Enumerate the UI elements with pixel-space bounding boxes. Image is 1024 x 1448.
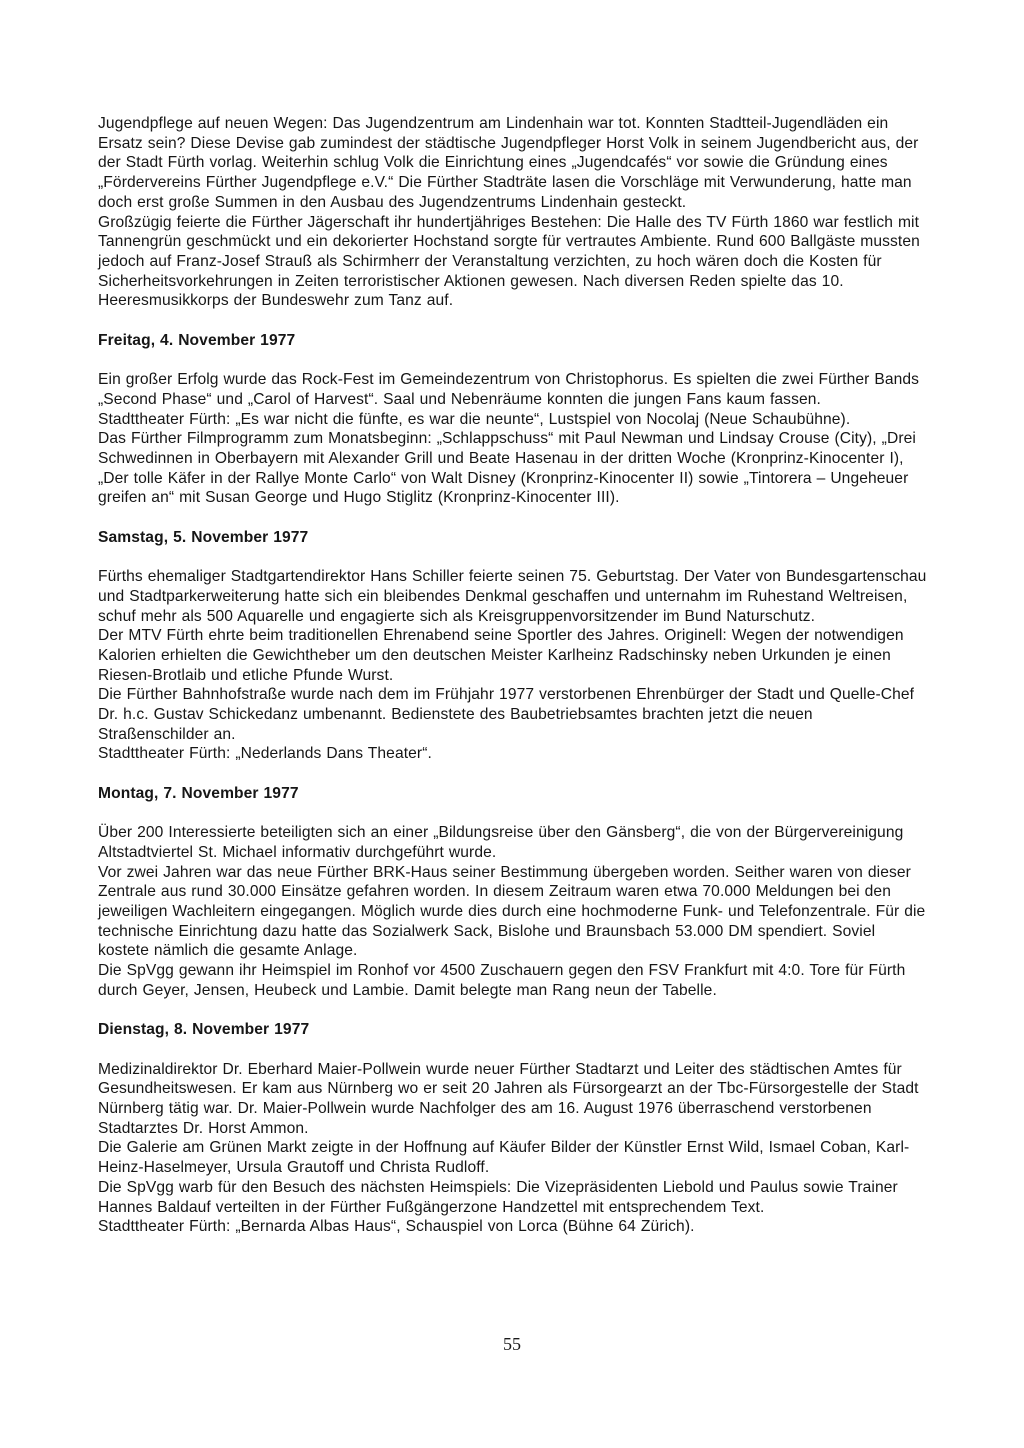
page-number: 55	[503, 1334, 521, 1354]
paragraph-spvgg-handzettel: Die SpVgg warb für den Besuch des nächsten Heimspiels: Die Vizepräsidenten Liebold und Paulus sowie Trainer Hannes Baldauf verteilten in der Fürther Fußgängerzone Handzettel mit entsprechendem Text.	[98, 1178, 898, 1216]
paragraph-brk-haus: Vor zwei Jahren war das neue Fürther BRK-Haus seiner Bestimmung übergeben worden. Seither waren von dieser Zentrale aus rund 30.000 Einsätze gefahren worden. In diesem Zeitraum waren etwa 70.000 Meldungen bei den jeweiligen Wachleitern eingegangen. Möglich wurde dies durch eine hochmoderne Funk- und Telefonzentrale. Für die technische Einrichtung dazu hatte das Sozialwerk Sack, Bislohe und Braunsbach 53.000 DM spendiert. Soviel kostete nämlich die gesamte Anlage.	[98, 863, 926, 960]
paragraph-mtv-ehrenabend: Der MTV Fürth ehrte beim traditionellen Ehrenabend seine Sportler des Jahres. Originell: Wegen der notwendigen Kalorien erhielten die Gewichtheber um den deutschen Meister Karlheinz Radschinsky neben Urkunden je einen Riesen-Brotlaib und etliche Pfunde Wurst.	[98, 627, 904, 684]
paragraph-medizinaldirektor: Medizinaldirektor Dr. Eberhard Maier-Pollwein wurde neuer Fürther Stadtarzt und Leiter des städtischen Amtes für Gesundheitswesen. Er kam aus Nürnberg wo er seit 20 Jahren als Fürsorgearzt an der Tbc-Fürsorgestelle der Stadt Nürnberg tätig war. Dr. Maier-Pollwein wurde Nachfolger des am 16. August 1976 überraschend verstorbenen Stadtarztes Dr. Horst Ammon.	[98, 1060, 919, 1137]
paragraph-stadttheater-lustspiel: Stadttheater Fürth: „Es war nicht die fünfte, es war die neunte“, Lustspiel von Nocolaj (Neue Schaubühne).	[98, 410, 851, 428]
paragraph-spvgg-heimspiel: Die SpVgg gewann ihr Heimspiel im Ronhof vor 4500 Zuschauern gegen den FSV Frankfurt mit 4:0. Tore für Fürth durch Geyer, Jensen, Heubeck und Lambie. Damit belegte man Rang neun der Tabelle.	[98, 962, 906, 999]
paragraph-stadttheater-bernarda: Stadttheater Fürth: „Bernarda Albas Haus“, Schauspiel von Lorca (Bühne 64 Zürich).	[98, 1218, 695, 1236]
document-text-block	[98, 114, 928, 1237]
paragraph-stadtgartendirektor: Fürths ehemaliger Stadtgartendirektor Hans Schiller feierte seinen 75. Geburtstag. Der Vater von Bundesgartenschau und Stadtparkerweiterung hatte sich ein bleibendes Denkmal geschaffen und unternahm im Ruhestand Weltreisen, schuf mehr als 500 Aquarelle und engagierte sich als Kreisgruppenvorsitzender im Bund Naturschutz.	[98, 568, 927, 625]
paragraph-jaegerschaft: Großzügig feierte die Fürther Jägerschaft ihr hundertjähriges Bestehen: Die Halle des TV Fürth 1860 war festlich mit Tannengrün geschmückt und ein dekorierter Hochstand sorgte für vertrautes Ambiente. Rund 600 Ballgäste mussten jedoch auf Franz-Josef Strauß als Schirmherr der Veranstaltung verzichten, zu hoch wären doch die Kosten für Sicherheitsvorkehrungen in Zeiten terroristischer Aktionen gewesen. Nach diversen Reden spielte das 10. Heeresmusikkorps der Bundeswehr zum Tanz auf.	[98, 213, 920, 310]
paragraph-bahnhofstrasse: Die Fürther Bahnhofstraße wurde nach dem im Frühjahr 1977 verstorbenen Ehrenbürger der Stadt und Quelle-Chef Dr. h.c. Gustav Schickedanz umbenannt. Bedienstete des Baubetriebsamtes brachten jetzt die neuen Straßenschilder an.	[98, 686, 915, 743]
paragraph-stadttheater-nederlands: Stadttheater Fürth: „Nederlands Dans Theater“.	[98, 745, 432, 763]
paragraph-rockfest: Ein großer Erfolg wurde das Rock-Fest im Gemeindezentrum von Christophorus. Es spielten die zwei Fürther Bands „Second Phase“ und „Carol of Harvest“. Saal und Nebenräume konnten die jungen Fans kaum fassen.	[98, 371, 920, 408]
date-heading-freitag-4-november: Freitag, 4. November 1977	[98, 331, 296, 349]
date-heading-samstag-5-november: Samstag, 5. November 1977	[98, 528, 309, 546]
paragraph-bildungsreise: Über 200 Interessierte beteiligten sich an einer „Bildungsreise über den Gänsberg“, die von der Bürgervereinigung Altstadtviertel St. Michael informativ durchgeführt wurde.	[98, 824, 904, 861]
paragraph-galerie-gruener-markt: Die Galerie am Grünen Markt zeigte in der Hoffnung auf Käufer Bilder der Künstler Ernst Wild, Ismael Coban, Karl-Heinz-Haselmeyer, Ursula Grautoff und Christa Rudloff.	[98, 1139, 910, 1177]
date-heading-montag-7-november: Montag, 7. November 1977	[98, 784, 299, 802]
paragraph-jugendpflege: Jugendpflege auf neuen Wegen: Das Jugendzentrum am Lindenhain war tot. Konnten Stadtteil-Jugendläden ein Ersatz sein? Diese Devise gab zumindest der städtische Jugendpfleger Horst Volk in seinem Jugendbericht aus, der der Stadt Fürth vorlag. Weiterhin schlug Volk die Einrichtung eines „Jugendcafés“ vor sowie die Gründung eines „Fördervereins Fürther Jugendpflege e.V.“ Die Fürther Stadträte lasen die Vorschläge mit Verwunderung, hatte man doch erst große Summen in den Ausbau des Jugendzentrums Lindenhain gesteckt.	[98, 115, 919, 211]
date-heading-dienstag-8-november: Dienstag, 8. November 1977	[98, 1021, 310, 1039]
paragraph-filmprogramm: Das Fürther Filmprogramm zum Monatsbeginn: „Schlappschuss“ mit Paul Newman und Lindsay Crouse (City), „Drei Schwedinnen in Oberbayern mit Alexander Grill und Beate Hasenau in der dritten Woche (Kronprinz-Kinocenter I), „Der tolle Käfer in der Rallye Monte Carlo“ von Walt Disney (Kronprinz-Kinocenter II) sowie „Tintorera – Ungeheuer greifen an“ mit Susan George und Hugo Stiglitz (Kronprinz-Kinocenter III).	[98, 430, 916, 507]
